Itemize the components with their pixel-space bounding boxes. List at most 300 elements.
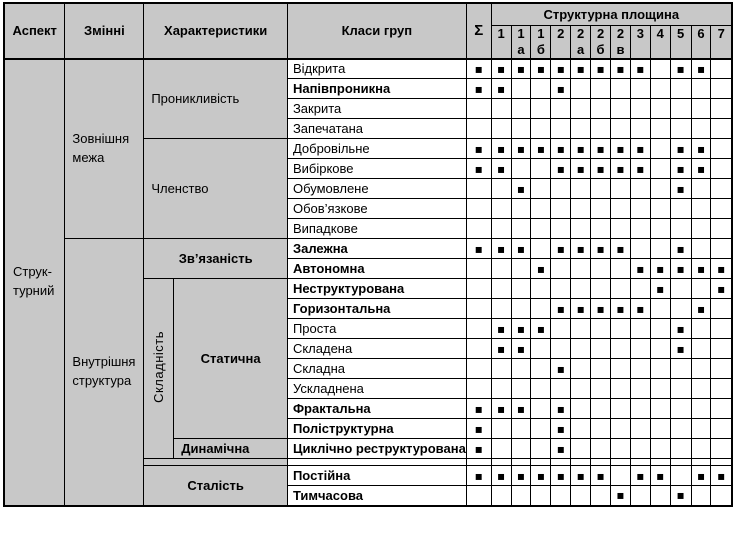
plane-dot-cell: ▪ [591,239,611,259]
plane-dot-cell [650,486,670,506]
plane-dot-cell: ▪ [551,359,571,379]
aspect-cell: Струк-турний [4,59,65,506]
plane-dot-cell [591,486,611,506]
plane-dot-cell: ▪ [670,159,691,179]
plane-dot-cell: ▪ [611,139,631,159]
plane-dot-cell [511,439,531,459]
plane-dot-cell [491,379,511,399]
plane-dot-cell: ▪ [630,259,650,279]
class-label: Вибіркове [287,159,466,179]
plane-dot-cell [491,359,511,379]
plane-dot-cell: ▪ [611,159,631,179]
sum-dot-cell: ▪ [466,59,491,79]
plane-dot-cell: ▪ [670,486,691,506]
plane-dot-cell [691,486,711,506]
plane-dot-cell [711,59,732,79]
plane-dot-cell: ▪ [611,299,631,319]
plane-dot-cell [611,259,631,279]
col-header-characteristics: Характеристики [144,3,288,59]
plane-dot-cell: ▪ [630,466,650,486]
class-label: Обумовлене [287,179,466,199]
plane-dot-cell [571,359,591,379]
plane-dot-cell [611,419,631,439]
plane-dot-cell [511,486,531,506]
plane-dot-cell: ▪ [691,139,711,159]
plane-dot-cell [711,319,732,339]
sum-dot-cell [466,219,491,239]
plane-dot-cell [531,159,551,179]
plane-dot-cell [571,399,591,419]
plane-dot-cell [511,259,531,279]
plane-dot-cell [691,419,711,439]
col-header-group-classes: Класи груп [287,3,466,59]
plane-dot-cell [670,459,691,466]
plane-dot-cell [711,219,732,239]
plane-dot-cell: ▪ [551,299,571,319]
plane-dot-cell [670,79,691,99]
plane-col-header-1a: 1 а [511,25,531,59]
plane-dot-cell [571,379,591,399]
plane-dot-cell [611,359,631,379]
plane-dot-cell [691,459,711,466]
plane-dot-cell [650,159,670,179]
sum-dot-cell: ▪ [466,159,491,179]
plane-dot-cell: ▪ [691,466,711,486]
plane-dot-cell [650,139,670,159]
plane-dot-cell: ▪ [630,159,650,179]
plane-dot-cell [630,419,650,439]
plane-dot-cell [630,119,650,139]
plane-dot-cell [531,359,551,379]
plane-dot-cell: ▪ [511,179,531,199]
plane-dot-cell [591,359,611,379]
class-label: Ускладнена [287,379,466,399]
plane-dot-cell [531,459,551,466]
sum-dot-cell [466,119,491,139]
plane-dot-cell: ▪ [491,59,511,79]
plane-col-header-2v: 2 в [611,25,631,59]
class-label: Неструктурована [287,279,466,299]
plane-dot-cell [670,466,691,486]
plane-dot-cell [591,319,611,339]
plane-dot-cell [571,459,591,466]
plane-dot-cell [650,199,670,219]
plane-dot-cell [691,359,711,379]
separator-cell [144,459,288,466]
plane-dot-cell: ▪ [571,139,591,159]
plane-dot-cell [670,219,691,239]
plane-dot-cell [571,199,591,219]
variables-inner-structure-cell: Внутрішня структура [65,239,144,506]
plane-dot-cell: ▪ [511,466,531,486]
sum-dot-cell: ▪ [466,466,491,486]
plane-dot-cell [551,259,571,279]
plane-dot-cell: ▪ [491,339,511,359]
class-label: Напівпроникна [287,79,466,99]
plane-dot-cell: ▪ [511,239,531,259]
plane-dot-cell: ▪ [551,159,571,179]
characteristic-static-cell: Статична [174,279,288,439]
plane-dot-cell: ▪ [591,299,611,319]
plane-dot-cell [551,119,571,139]
plane-dot-cell [630,399,650,419]
plane-dot-cell [611,199,631,219]
plane-dot-cell [670,199,691,219]
plane-dot-cell [711,359,732,379]
plane-dot-cell [531,399,551,419]
plane-dot-cell [531,299,551,319]
characteristic-stability-cell: Сталість [144,466,288,506]
plane-dot-cell [611,279,631,299]
characteristic-connectivity-cell: Зв’язаність [144,239,288,279]
plane-dot-cell [531,339,551,359]
plane-dot-cell [691,99,711,119]
class-label: Складна [287,359,466,379]
plane-dot-cell: ▪ [670,259,691,279]
plane-dot-cell [650,399,670,419]
plane-dot-cell [511,159,531,179]
sum-dot-cell [466,199,491,219]
plane-dot-cell: ▪ [551,239,571,259]
plane-dot-cell: ▪ [650,279,670,299]
plane-dot-cell [551,179,571,199]
plane-dot-cell [711,399,732,419]
plane-col-header-6: 6 [691,25,711,59]
plane-dot-cell [591,119,611,139]
plane-dot-cell: ▪ [691,259,711,279]
plane-col-header-1b: 1 б [531,25,551,59]
plane-dot-cell [711,339,732,359]
plane-dot-cell [511,79,531,99]
plane-dot-cell [630,239,650,259]
plane-dot-cell [650,219,670,239]
plane-dot-cell: ▪ [511,339,531,359]
plane-dot-cell [691,199,711,219]
plane-dot-cell [491,119,511,139]
plane-dot-cell [691,279,711,299]
plane-dot-cell [591,399,611,419]
plane-dot-cell: ▪ [511,399,531,419]
sum-dot-cell: ▪ [466,439,491,459]
plane-col-header-2a: 2 а [571,25,591,59]
plane-dot-cell [611,439,631,459]
plane-dot-cell [630,459,650,466]
class-label: Горизонтальна [287,299,466,319]
plane-dot-cell [630,79,650,99]
plane-dot-cell [591,179,611,199]
plane-dot-cell: ▪ [691,159,711,179]
plane-dot-cell [611,379,631,399]
plane-dot-cell [531,239,551,259]
characteristic-dynamic-cell: Динамічна [174,439,288,459]
plane-dot-cell: ▪ [551,139,571,159]
col-header-structural-plane: Структурна площина [491,3,732,25]
plane-col-header-7: 7 [711,25,732,59]
class-label: Закрита [287,99,466,119]
plane-dot-cell: ▪ [491,239,511,259]
sum-dot-cell: ▪ [466,419,491,439]
plane-dot-cell [611,219,631,239]
plane-dot-cell [650,459,670,466]
plane-col-header-2: 2 [551,25,571,59]
plane-dot-cell [491,486,511,506]
plane-dot-cell [511,99,531,119]
plane-dot-cell: ▪ [491,466,511,486]
plane-dot-cell: ▪ [711,259,732,279]
class-label: Складена [287,339,466,359]
plane-dot-cell [611,399,631,419]
sum-dot-cell [466,99,491,119]
plane-dot-cell [711,486,732,506]
plane-dot-cell: ▪ [611,59,631,79]
plane-dot-cell: ▪ [531,259,551,279]
plane-dot-cell [650,319,670,339]
plane-dot-cell: ▪ [591,466,611,486]
plane-dot-cell [531,79,551,99]
plane-dot-cell [591,99,611,119]
plane-dot-cell [511,359,531,379]
class-label: Циклічно реструктурована [287,439,466,459]
plane-dot-cell [670,419,691,439]
col-header-aspect: Аспект [4,3,65,59]
plane-dot-cell: ▪ [511,139,531,159]
plane-dot-cell [511,199,531,219]
plane-dot-cell: ▪ [511,59,531,79]
plane-dot-cell [571,439,591,459]
plane-dot-cell [691,399,711,419]
plane-dot-cell: ▪ [571,239,591,259]
plane-dot-cell [511,459,531,466]
characteristic-membership-cell: Членство [144,139,288,239]
plane-dot-cell [711,239,732,259]
plane-dot-cell [571,99,591,119]
plane-dot-cell: ▪ [491,319,511,339]
plane-dot-cell: ▪ [670,139,691,159]
plane-dot-cell: ▪ [711,466,732,486]
plane-dot-cell [611,339,631,359]
plane-dot-cell: ▪ [670,319,691,339]
plane-dot-cell [691,319,711,339]
plane-dot-cell [630,179,650,199]
table-row [4,59,732,79]
plane-dot-cell [691,119,711,139]
plane-dot-cell [591,219,611,239]
plane-dot-cell [531,439,551,459]
plane-dot-cell: ▪ [650,259,670,279]
plane-dot-cell [630,379,650,399]
characteristic-complexity-cell: Складність [144,279,174,459]
plane-col-header-1: 1 [491,25,511,59]
plane-dot-cell [571,119,591,139]
plane-dot-cell: ▪ [491,159,511,179]
plane-dot-cell [551,459,571,466]
separator-cell [287,459,466,466]
plane-col-header-5: 5 [670,25,691,59]
plane-dot-cell [491,299,511,319]
plane-dot-cell [630,279,650,299]
sum-dot-cell [466,379,491,399]
plane-dot-cell [511,299,531,319]
plane-dot-cell [650,239,670,259]
sum-dot-cell [466,486,491,506]
sum-dot-cell: ▪ [466,79,491,99]
plane-dot-cell [670,299,691,319]
plane-dot-cell: ▪ [531,139,551,159]
plane-dot-cell [711,159,732,179]
plane-dot-cell [591,79,611,99]
plane-dot-cell: ▪ [571,466,591,486]
plane-dot-cell: ▪ [670,179,691,199]
plane-dot-cell: ▪ [551,399,571,419]
plane-dot-cell [650,379,670,399]
plane-dot-cell [571,79,591,99]
plane-dot-cell [650,99,670,119]
plane-dot-cell [511,219,531,239]
plane-dot-cell [511,379,531,399]
plane-dot-cell [711,439,732,459]
class-label: Відкрита [287,59,466,79]
characteristic-permeability-cell: Проникливість [144,59,288,139]
plane-dot-cell [571,259,591,279]
plane-dot-cell [551,486,571,506]
plane-dot-cell: ▪ [591,59,611,79]
plane-dot-cell [491,199,511,219]
plane-dot-cell [611,319,631,339]
plane-dot-cell [531,279,551,299]
plane-dot-cell [591,279,611,299]
plane-dot-cell [571,419,591,439]
plane-dot-cell: ▪ [711,279,732,299]
plane-dot-cell [691,239,711,259]
plane-dot-cell: ▪ [571,159,591,179]
class-label: Фрактальна [287,399,466,419]
plane-dot-cell [650,179,670,199]
class-label: Автономна [287,259,466,279]
plane-dot-cell: ▪ [691,299,711,319]
matrix-table [3,2,733,507]
plane-dot-cell [611,119,631,139]
plane-dot-cell [611,466,631,486]
plane-dot-cell [571,339,591,359]
plane-dot-cell [630,319,650,339]
plane-dot-cell [650,359,670,379]
sum-dot-cell [466,339,491,359]
plane-dot-cell [551,379,571,399]
sum-dot-cell: ▪ [466,239,491,259]
plane-dot-cell: ▪ [670,59,691,79]
plane-dot-cell [650,79,670,99]
plane-dot-cell [711,99,732,119]
plane-dot-cell [711,299,732,319]
sum-dot-cell: ▪ [466,399,491,419]
header-row-1 [4,3,732,25]
plane-dot-cell [531,379,551,399]
plane-dot-cell [711,119,732,139]
plane-dot-cell [571,319,591,339]
variables-outer-boundary-cell: Зовнішня межа [65,59,144,239]
plane-dot-cell: ▪ [591,159,611,179]
plane-dot-cell [630,219,650,239]
class-label: Постійна [287,466,466,486]
plane-dot-cell [491,99,511,119]
plane-dot-cell: ▪ [551,59,571,79]
class-label: Добровільне [287,139,466,159]
class-label: Випадкове [287,219,466,239]
plane-dot-cell [691,79,711,99]
plane-col-header-3: 3 [630,25,650,59]
plane-dot-cell [551,319,571,339]
plane-dot-cell: ▪ [491,79,511,99]
plane-dot-cell: ▪ [511,319,531,339]
plane-dot-cell [551,219,571,239]
plane-dot-cell [711,179,732,199]
plane-dot-cell [551,339,571,359]
plane-dot-cell: ▪ [571,59,591,79]
plane-dot-cell [670,99,691,119]
plane-dot-cell: ▪ [551,466,571,486]
plane-dot-cell: ▪ [691,59,711,79]
plane-dot-cell [591,459,611,466]
plane-dot-cell: ▪ [551,79,571,99]
plane-dot-cell: ▪ [531,59,551,79]
table-row [4,239,732,259]
plane-dot-cell [511,419,531,439]
plane-dot-cell [511,119,531,139]
plane-dot-cell [711,139,732,159]
plane-dot-cell: ▪ [670,239,691,259]
plane-dot-cell [630,439,650,459]
plane-dot-cell: ▪ [491,399,511,419]
plane-dot-cell [711,459,732,466]
plane-dot-cell [531,179,551,199]
plane-dot-cell [711,79,732,99]
plane-dot-cell: ▪ [591,139,611,159]
plane-dot-cell [571,179,591,199]
plane-dot-cell: ▪ [611,486,631,506]
class-label: Поліструктурна [287,419,466,439]
plane-dot-cell [491,259,511,279]
plane-dot-cell [691,219,711,239]
plane-dot-cell [571,486,591,506]
plane-dot-cell: ▪ [531,466,551,486]
plane-dot-cell [650,419,670,439]
plane-dot-cell: ▪ [670,339,691,359]
plane-dot-cell [650,299,670,319]
plane-dot-cell: ▪ [531,319,551,339]
sum-dot-cell [466,319,491,339]
plane-dot-cell [591,419,611,439]
col-header-sigma: Σ [466,3,491,59]
plane-dot-cell [650,439,670,459]
class-label: Обов’язкове [287,199,466,219]
plane-dot-cell [630,486,650,506]
plane-dot-cell [551,199,571,219]
plane-dot-cell [711,199,732,219]
plane-dot-cell [591,199,611,219]
plane-dot-cell [571,279,591,299]
plane-dot-cell [551,279,571,299]
plane-dot-cell [650,119,670,139]
plane-dot-cell [650,59,670,79]
class-label: Запечатана [287,119,466,139]
sum-dot-cell [466,259,491,279]
plane-dot-cell [670,119,691,139]
plane-dot-cell [571,219,591,239]
plane-col-header-2b: 2 б [591,25,611,59]
sum-dot-cell: ▪ [466,139,491,159]
plane-dot-cell [691,439,711,459]
plane-dot-cell [630,99,650,119]
